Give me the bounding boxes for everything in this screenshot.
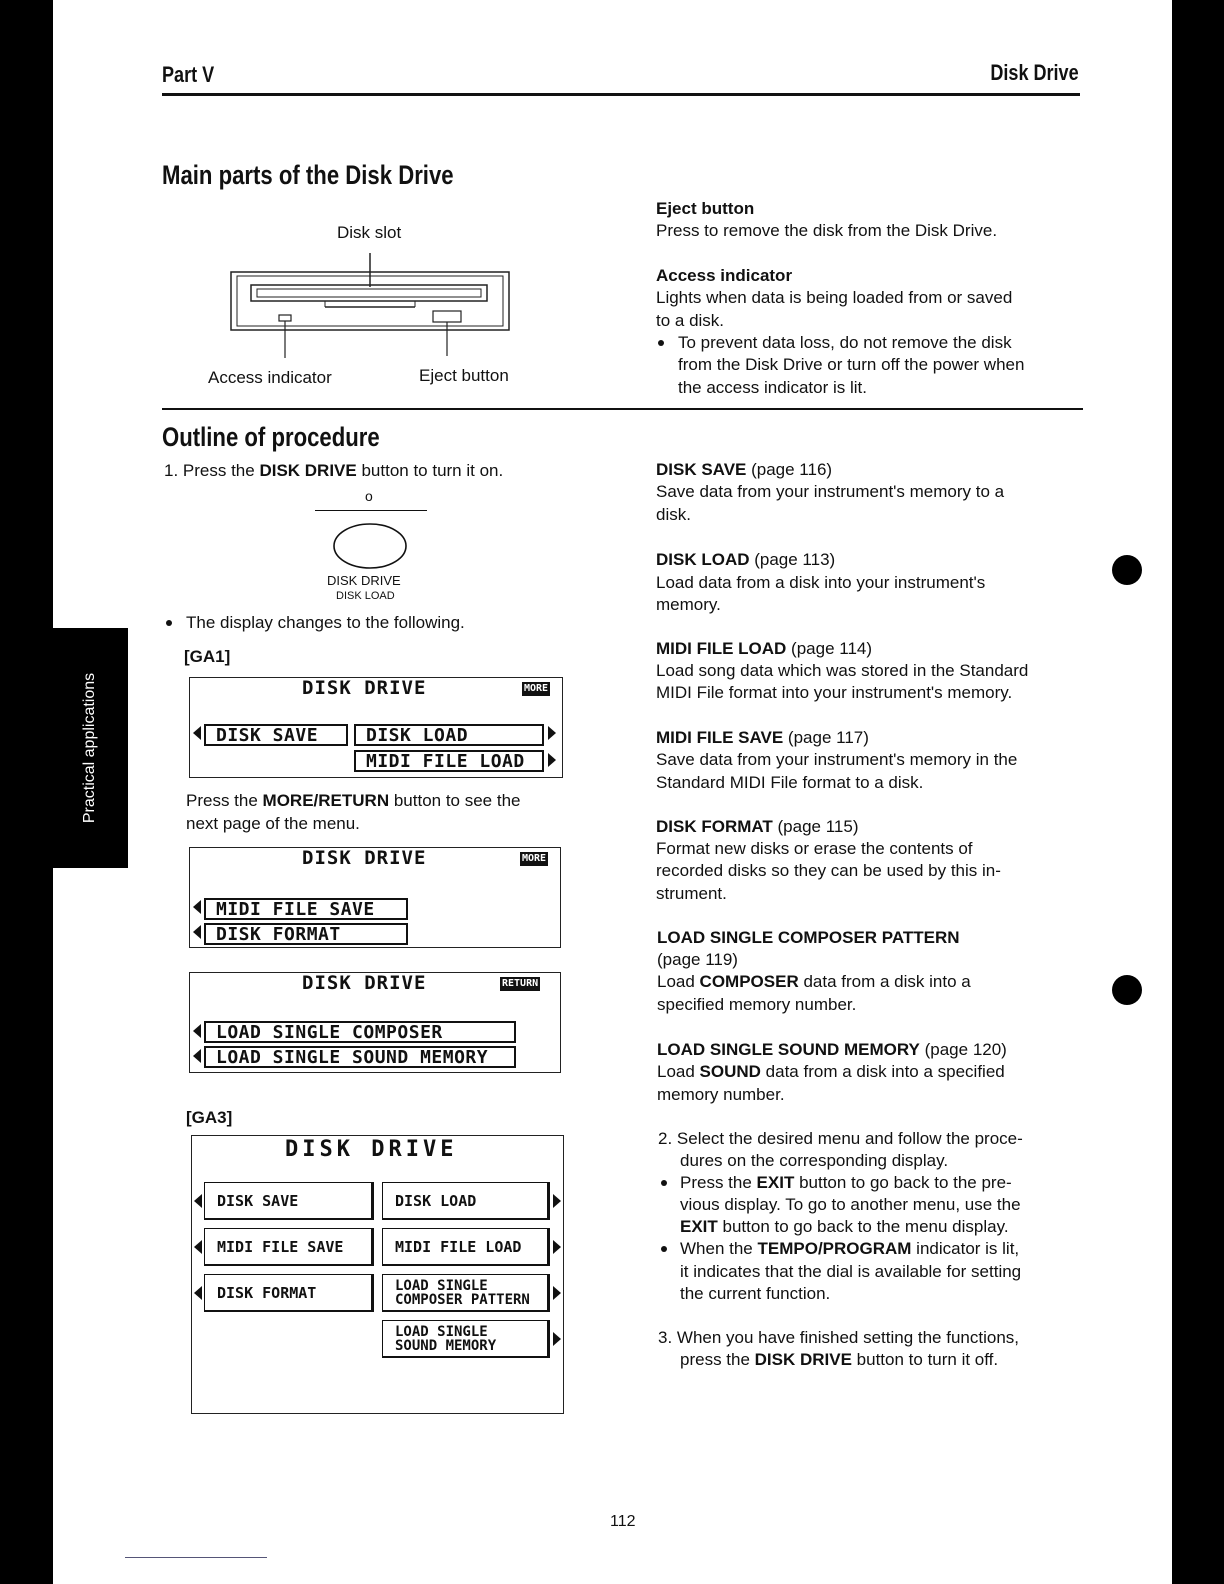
step2-b1-l1 — [680, 1172, 1012, 1195]
left-arrow-icon[interactable] — [193, 1024, 201, 1038]
more-line2: next page of the menu. — [186, 814, 360, 833]
more-text — [186, 790, 521, 813]
disk-format-button[interactable]: DISK FORMAT — [204, 923, 408, 945]
button-sublabel: DISK LOAD — [336, 590, 395, 602]
step2-l1: 2. Select the desired menu and follow the proce- — [658, 1129, 1023, 1148]
page-border-left — [0, 0, 53, 1584]
s3-bold: DISK DRIVE — [754, 1350, 852, 1369]
step1-bold: DISK DRIVE — [259, 461, 357, 480]
sound-title: LOAD SINGLE SOUND MEMORY — [657, 1040, 920, 1059]
midi-save-heading — [656, 727, 869, 750]
midi-save-l1: Save data from your instrument's memory in the — [656, 750, 1018, 769]
bullet — [658, 340, 664, 346]
outline-title: Outline of procedure — [162, 422, 380, 452]
header-section: Disk Drive — [990, 60, 1079, 85]
ga3-disk-save-button[interactable]: DISK SAVE — [204, 1182, 374, 1220]
disk-save-l1: Save data from your instrument's memory to a — [656, 482, 1005, 501]
left-arrow-icon[interactable] — [193, 1049, 201, 1063]
left-arrow-icon[interactable] — [193, 900, 201, 914]
eject-text: Press to remove the disk from the Disk Drive. — [656, 221, 998, 240]
ga3-midi-file-load-button[interactable]: MIDI FILE LOAD — [382, 1228, 550, 1266]
access-line2: to a disk. — [656, 311, 725, 330]
lcd3-title: DISK DRIVE — [302, 972, 427, 994]
more-pre: Press the — [186, 791, 263, 810]
b2-post: indicator is lit, — [911, 1239, 1020, 1258]
bullet — [661, 1246, 667, 1252]
midi-file-save-button[interactable]: MIDI FILE SAVE — [204, 898, 408, 920]
section-rule — [162, 408, 1083, 410]
access-title: Access indicator — [656, 266, 793, 285]
bottom-rule — [125, 1557, 267, 1558]
lcd2-badge: MORE — [522, 853, 547, 864]
load-single-sound-memory-button[interactable]: LOAD SINGLE SOUND MEMORY — [204, 1046, 516, 1068]
lcd-display-2 — [189, 847, 561, 948]
disk-format-l2: recorded disks so they can be used by this in- — [656, 861, 1001, 880]
access-indicator-label: Access indicator — [208, 368, 332, 387]
disk-format-page: (page 115) — [772, 817, 859, 836]
sound-l1-post: data from a disk into a specified — [760, 1062, 1005, 1081]
eject-title: Eject button — [656, 199, 755, 218]
display-bullet-text: The display changes to the following. — [186, 613, 465, 632]
bullet — [661, 1180, 667, 1186]
left-arrow-icon[interactable] — [193, 925, 201, 939]
header-part: Part V — [162, 62, 215, 87]
step2-b1-l2: vious display. To go to another menu, use the — [680, 1195, 1021, 1214]
sound-l1 — [657, 1061, 1005, 1084]
s3-post: button to turn it off. — [851, 1350, 999, 1369]
disk-load-page: (page 113) — [749, 550, 836, 569]
composer-title: LOAD SINGLE COMPOSER PATTERN — [657, 928, 960, 947]
punch-hole-icon — [1112, 975, 1142, 1005]
lcd1-badge: MORE — [524, 683, 549, 694]
ga3-midi-file-save-button[interactable]: MIDI FILE SAVE — [204, 1228, 374, 1266]
lcd2-title: DISK DRIVE — [302, 847, 427, 869]
ga1-label: [GA1] — [184, 647, 231, 666]
ga3-composer-line1: LOAD SINGLE — [395, 1277, 488, 1294]
ga3-label: [GA3] — [186, 1108, 233, 1127]
midi-save-title: MIDI FILE SAVE — [656, 728, 784, 747]
midi-load-page: (page 114) — [786, 639, 873, 658]
load-single-composer-button[interactable]: LOAD SINGLE COMPOSER — [204, 1021, 516, 1043]
page-border-right — [1172, 0, 1224, 1584]
step2-b1-l3 — [680, 1216, 1009, 1239]
more-post: button to see the — [389, 791, 521, 810]
step2-b2-l3: the current function. — [680, 1284, 831, 1303]
midi-save-page: (page 117) — [783, 728, 869, 747]
access-bullet3: the access indicator is lit. — [678, 378, 867, 397]
sound-heading — [657, 1039, 1007, 1062]
midi-load-l2: MIDI File format into your instrument's memory. — [656, 683, 1013, 702]
s3-pre: press the — [680, 1350, 755, 1369]
composer-l1-bold: COMPOSER — [699, 972, 799, 991]
ga3-disk-format-button[interactable]: DISK FORMAT — [204, 1274, 374, 1312]
lcd3-badge: RETURN — [502, 978, 539, 989]
ga3-composer-line2: COMPOSER PATTERN — [395, 1291, 530, 1308]
more-bold: MORE/RETURN — [262, 791, 390, 810]
sound-l2: memory number. — [657, 1085, 785, 1104]
punch-hole-icon — [1112, 555, 1142, 585]
disk-load-button[interactable]: DISK LOAD — [354, 724, 544, 746]
step3-l2 — [680, 1349, 998, 1372]
page-number: 112 — [610, 1513, 636, 1530]
midi-load-l1: Load song data which was stored in the Standard — [656, 661, 1029, 680]
button-rule — [315, 510, 427, 511]
right-arrow-icon[interactable] — [548, 753, 556, 767]
b1-l3-bold: EXIT — [680, 1217, 718, 1236]
left-arrow-icon[interactable] — [194, 1240, 202, 1254]
disk-save-title: DISK SAVE — [656, 460, 747, 479]
header-rule — [162, 93, 1080, 96]
disk-format-l1: Format new disks or erase the contents of — [656, 839, 973, 858]
composer-l1-post: data from a disk into a — [798, 972, 971, 991]
step1-pre: 1. Press the — [164, 461, 260, 480]
bullet — [166, 620, 172, 626]
b2-bold: TEMPO/PROGRAM — [757, 1239, 912, 1258]
ga3-sound-line1: LOAD SINGLE — [395, 1323, 488, 1340]
left-arrow-icon[interactable] — [194, 1286, 202, 1300]
disk-format-heading — [656, 816, 859, 839]
side-tab — [53, 628, 128, 868]
midi-load-title: MIDI FILE LOAD — [656, 639, 787, 658]
sound-l1-pre: Load — [657, 1062, 700, 1081]
right-arrow-icon[interactable] — [553, 1194, 561, 1208]
b1-bold: EXIT — [756, 1173, 795, 1192]
ga3-disk-load-button[interactable]: DISK LOAD — [382, 1182, 550, 1220]
sound-page: (page 120) — [919, 1040, 1007, 1059]
button-label: DISK DRIVE — [327, 573, 401, 588]
button-led: o — [365, 488, 373, 504]
access-bullet1: To prevent data loss, do not remove the disk — [678, 333, 1012, 352]
composer-l1 — [657, 971, 971, 994]
side-tab-label: Practical applications — [81, 672, 98, 824]
step1-text — [164, 460, 503, 483]
disk-save-page: (page 116) — [746, 460, 833, 479]
ga3-sound-line2: SOUND MEMORY — [395, 1337, 497, 1354]
disk-drive-diagram — [225, 245, 515, 360]
ga3-title: DISK DRIVE — [285, 1137, 458, 1162]
b1-l3-post: button to go back to the menu display. — [717, 1217, 1009, 1236]
disk-format-title: DISK FORMAT — [656, 817, 773, 836]
lcd1-title: DISK DRIVE — [302, 677, 427, 699]
disk-save-l2: disk. — [656, 505, 691, 524]
lcd-display-3 — [189, 972, 561, 1073]
disk-load-heading — [656, 549, 835, 572]
right-arrow-icon[interactable] — [553, 1332, 561, 1346]
composer-page: (page 119) — [657, 950, 738, 969]
step2-b2-l1 — [680, 1238, 1019, 1261]
disk-slot-label: Disk slot — [337, 223, 402, 242]
ga3-load-single-composer-pattern-button[interactable] — [382, 1274, 550, 1312]
step2-b2-l2: it indicates that the dial is available for setting — [680, 1262, 1022, 1281]
disk-load-l2: memory. — [656, 595, 721, 614]
step2-l2: dures on the corresponding display. — [680, 1151, 949, 1170]
lcd-display-1 — [189, 677, 563, 778]
midi-load-heading — [656, 638, 872, 661]
right-arrow-icon[interactable] — [548, 726, 556, 740]
b2-pre: When the — [680, 1239, 758, 1258]
disk-drive-button-shape[interactable] — [332, 522, 412, 570]
midi-save-l2: Standard MIDI File format to a disk. — [656, 773, 924, 792]
lcd-display-ga3 — [191, 1135, 564, 1414]
disk-save-heading — [656, 459, 832, 482]
disk-format-l3: strument. — [656, 884, 727, 903]
ga3-load-single-sound-memory-button[interactable] — [382, 1320, 550, 1358]
b1-pre: Press the — [680, 1173, 757, 1192]
right-arrow-icon[interactable] — [553, 1240, 561, 1254]
left-arrow-icon[interactable] — [193, 726, 201, 740]
b1-post: button to go back to the pre- — [794, 1173, 1012, 1192]
right-arrow-icon[interactable] — [553, 1286, 561, 1300]
sound-l1-bold: SOUND — [699, 1062, 761, 1081]
step1-post: button to turn it on. — [356, 461, 504, 480]
access-bullet2: from the Disk Drive or turn off the power when — [678, 355, 1025, 374]
left-arrow-icon[interactable] — [194, 1194, 202, 1208]
eject-button-label: Eject button — [419, 366, 509, 385]
step3-l1: 3. When you have finished setting the functions, — [658, 1328, 1020, 1347]
midi-file-load-button[interactable]: MIDI FILE LOAD — [354, 750, 544, 772]
composer-l1-pre: Load — [657, 972, 700, 991]
disk-save-button[interactable]: DISK SAVE — [204, 724, 348, 746]
composer-l2: specified memory number. — [657, 995, 857, 1014]
disk-load-l1: Load data from a disk into your instrument's — [656, 573, 986, 592]
access-line1: Lights when data is being loaded from or saved — [656, 288, 1013, 307]
main-parts-title: Main parts of the Disk Drive — [162, 160, 454, 190]
disk-load-title: DISK LOAD — [656, 550, 750, 569]
